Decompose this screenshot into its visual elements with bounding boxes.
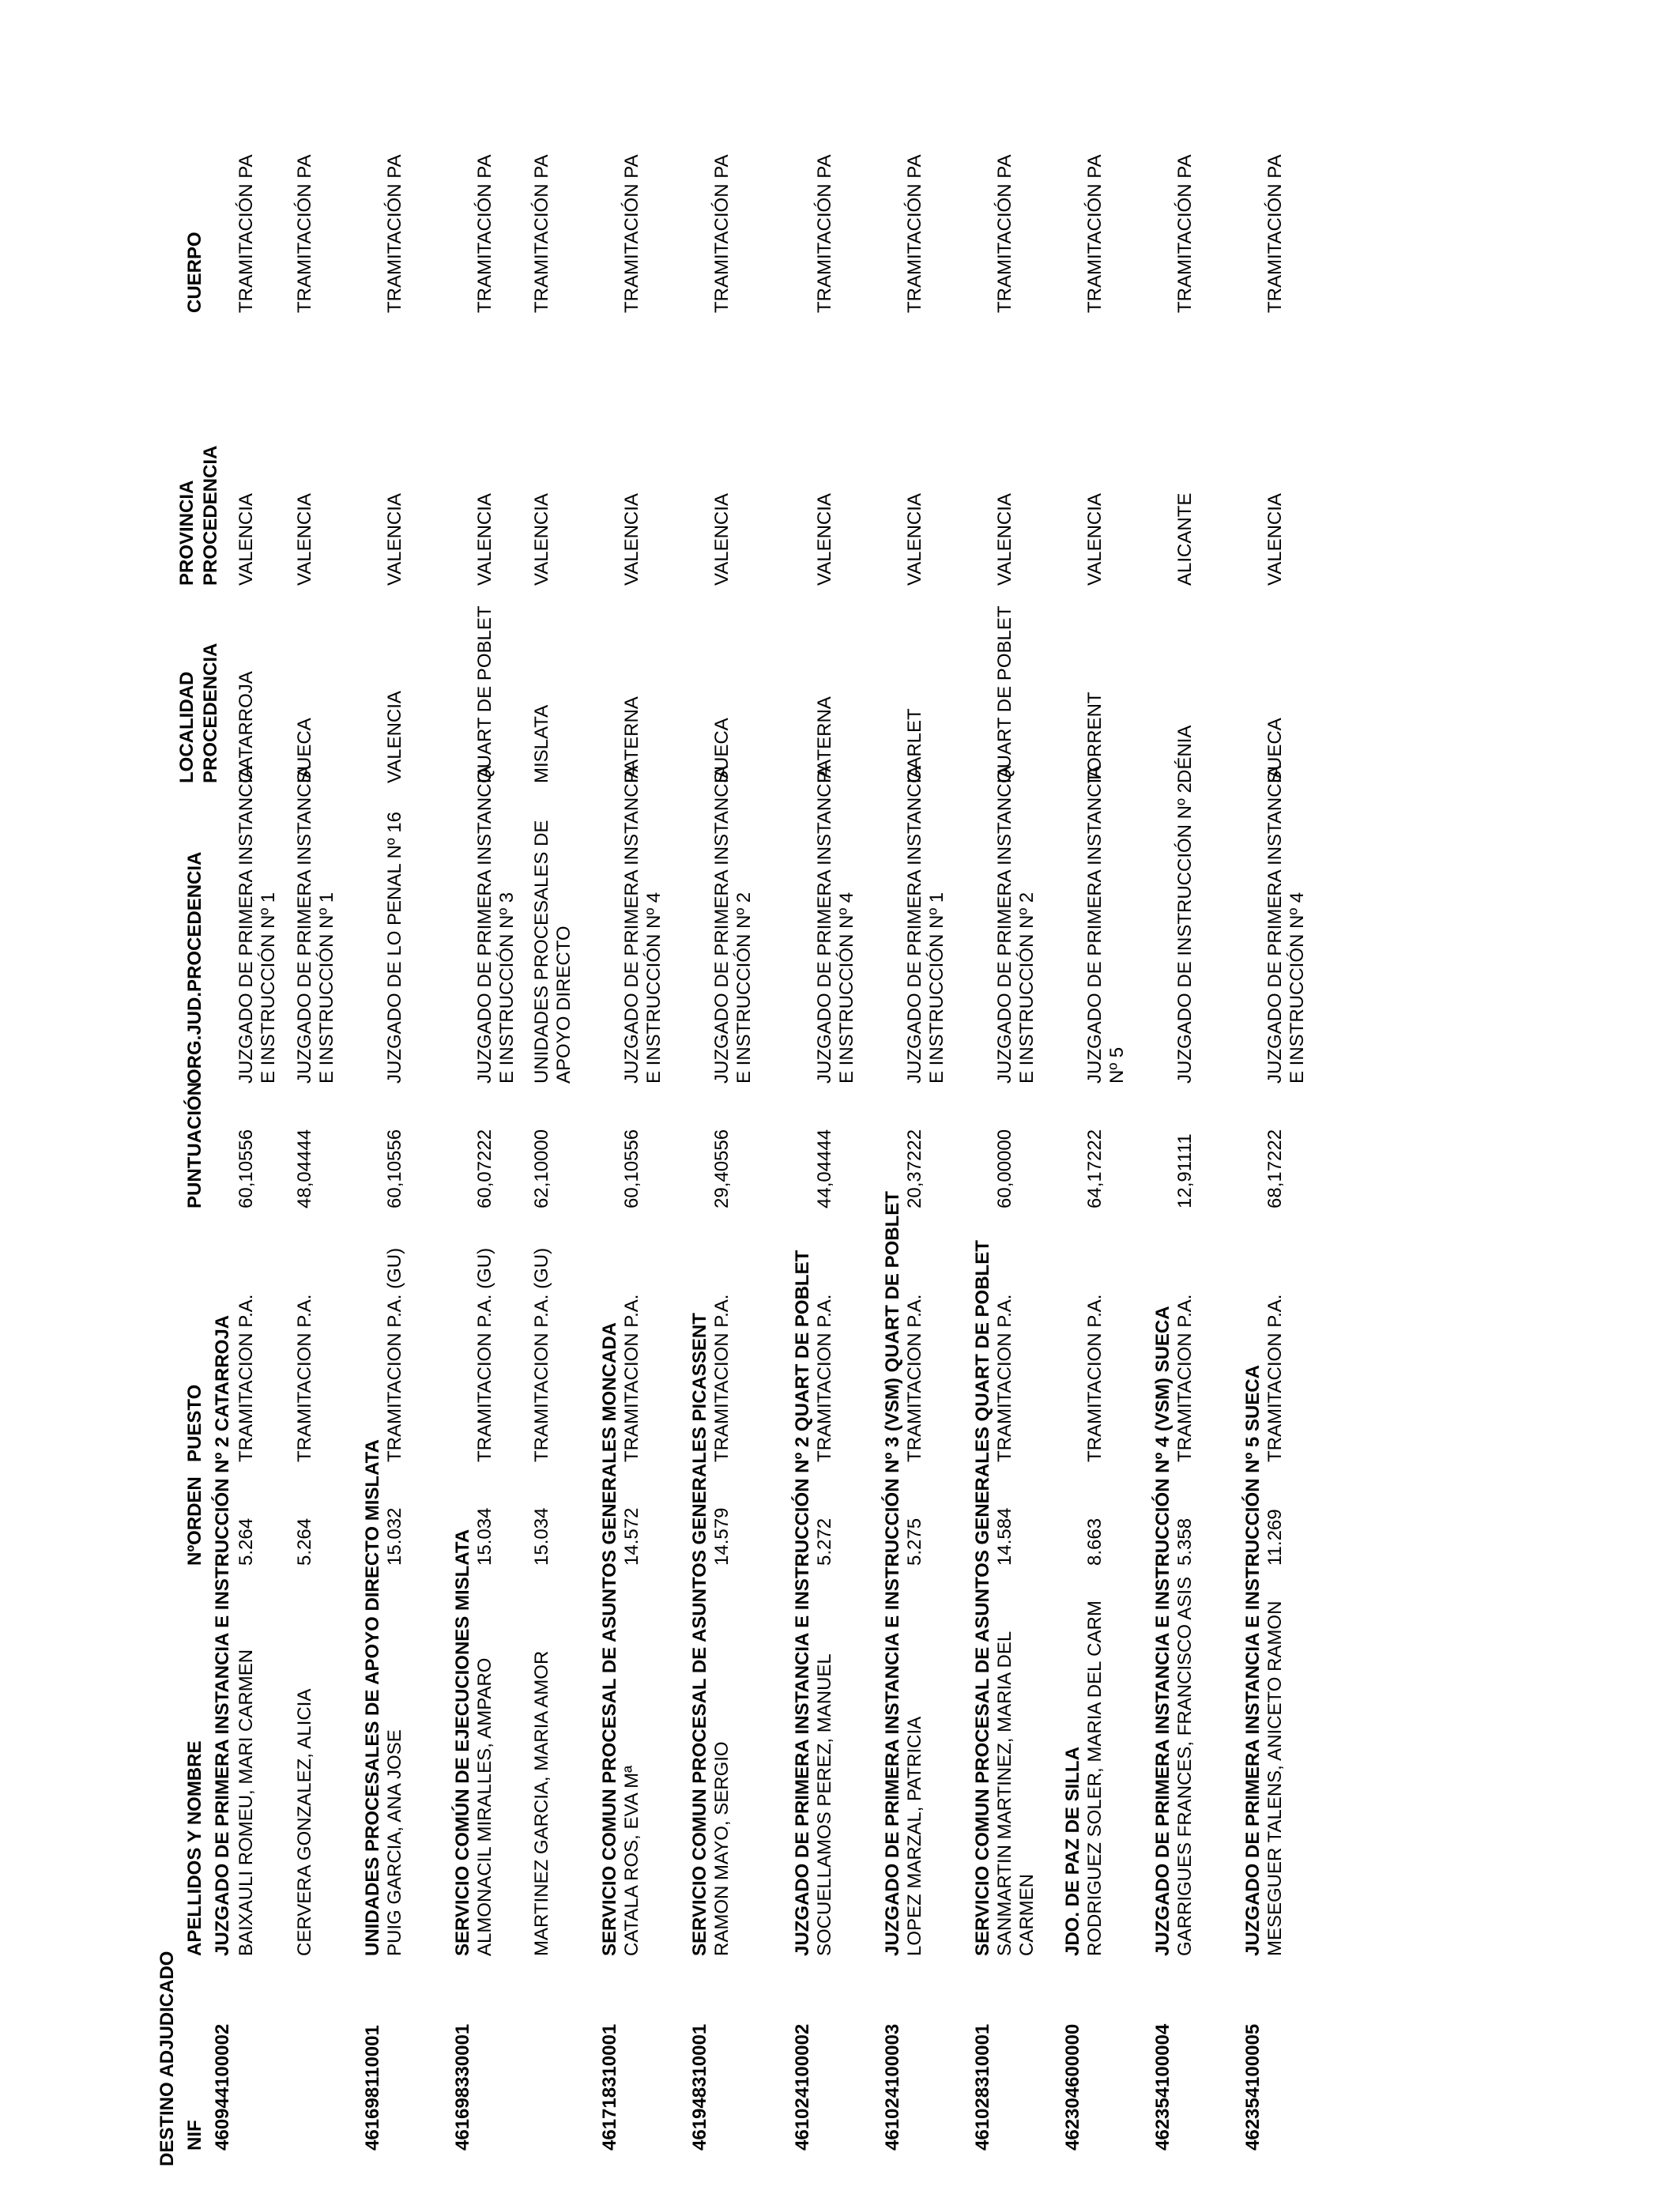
- row-org: JUZGADO DE PRIMERA INSTANCIA E INSTRUCCIÓN Nº 1: [904, 767, 947, 1084]
- row-org: JUZGADO DE INSTRUCCIÓN Nº 2: [1174, 782, 1196, 1084]
- row-norden: 5.272: [814, 1517, 835, 1566]
- header-org: ORG.JUD.PROCEDENCIA: [184, 851, 205, 1084]
- row-org: UNIDADES PROCESALES DE APOYO DIRECTO: [531, 820, 574, 1084]
- header-provincia: PROVINCIA PROCEDENCIA: [176, 445, 221, 586]
- header-norden: NºORDEN: [184, 1476, 205, 1566]
- group-nif: 462354100005: [1242, 2023, 1264, 2151]
- row-org: JUZGADO DE PRIMERA INSTANCIA E INSTRUCCIÓN Nº 2: [994, 767, 1038, 1084]
- row-localidad: QUART DE POBLET: [474, 605, 495, 783]
- row-cuerpo: TRAMITACIÓN PA: [384, 154, 405, 313]
- row-provincia: VALENCIA: [621, 493, 642, 586]
- group-header: [1242, 1365, 1264, 2151]
- row-localidad: PATERNA: [814, 696, 835, 783]
- group-header: [362, 1439, 384, 2151]
- row-localidad: DÉNIA: [1174, 725, 1196, 783]
- row-provincia: VALENCIA: [711, 493, 733, 586]
- row-provincia: VALENCIA: [1264, 493, 1286, 586]
- group-header: [1152, 1306, 1174, 2151]
- row-name: ALMONACIL MIRALLES, AMPARO: [474, 1657, 495, 1956]
- group-destino: SERVICIO COMUN PROCESAL DE ASUNTOS GENERALES QUART DE POBLET: [972, 1240, 993, 1956]
- row-cuerpo: TRAMITACIÓN PA: [711, 154, 733, 313]
- row-puntuacion: 60,10556: [384, 1129, 405, 1208]
- header-puesto: PUESTO: [184, 1384, 205, 1462]
- row-puesto: TRAMITACION P.A.: [294, 1294, 315, 1462]
- row-provincia: VALENCIA: [294, 493, 315, 586]
- row-org: JUZGADO DE PRIMERA INSTANCIA E INSTRUCCIÓN Nº 1: [294, 767, 337, 1084]
- header-cuerpo: CUERPO: [184, 232, 205, 313]
- row-provincia: VALENCIA: [531, 493, 552, 586]
- group-nif: 461024100002: [792, 2023, 813, 2151]
- row-localidad: QUART DE POBLET: [994, 605, 1015, 783]
- row-name: MESEGUER TALENS, ANICETO RAMON: [1264, 1600, 1286, 1956]
- row-org: JUZGADO DE PRIMERA INSTANCIA E INSTRUCCIÓN Nº 2: [711, 767, 755, 1084]
- row-cuerpo: TRAMITACIÓN PA: [994, 154, 1015, 313]
- row-puntuacion: 29,40556: [711, 1129, 733, 1208]
- header-nif: NIF: [184, 2120, 205, 2151]
- row-norden: 14.579: [711, 1507, 733, 1566]
- row-org: JUZGADO DE PRIMERA INSTANCIA E INSTRUCCIÓN Nº 3: [474, 767, 518, 1084]
- group-destino: SERVICIO COMUN PROCESAL DE ASUNTOS GENERALES MONCADA: [599, 1322, 620, 1956]
- group-destino: JUZGADO DE PRIMERA INSTANCIA E INSTRUCCIÓN Nº 4 (VSM) SUECA: [1152, 1306, 1173, 1956]
- row-name: SOCUELLAMOS PEREZ, MANUEL: [814, 1653, 835, 1956]
- group-destino: JUZGADO DE PRIMERA INSTANCIA E INSTRUCCIÓN Nº 5 SUECA: [1242, 1365, 1264, 1956]
- row-norden: 5.358: [1174, 1517, 1196, 1566]
- group-header: [212, 1315, 234, 2151]
- row-puntuacion: 44,04444: [814, 1129, 835, 1208]
- row-name: GARRIGUES FRANCES, FRANCISCO ASIS: [1174, 1576, 1196, 1956]
- group-destino: SERVICIO COMUN PROCESAL DE ASUNTOS GENERALES PICASSENT: [689, 1313, 710, 1956]
- row-puntuacion: 60,10556: [621, 1129, 642, 1208]
- group-destino: JUZGADO DE PRIMERA INSTANCIA E INSTRUCCIÓN Nº 2 QUART DE POBLET: [792, 1250, 813, 1956]
- row-norden: 11.269: [1264, 1509, 1286, 1566]
- row-puesto: TRAMITACION P.A.: [235, 1294, 257, 1462]
- group-nif: 462354100004: [1152, 2023, 1173, 2151]
- row-cuerpo: TRAMITACIÓN PA: [294, 154, 315, 313]
- row-name: BAIXAULI ROMEU, MARI CARMEN: [235, 1649, 257, 1956]
- header-name: APELLIDOS Y NOMBRE: [184, 1740, 205, 1956]
- row-puesto: TRAMITACION P.A. (GU): [384, 1247, 405, 1462]
- row-cuerpo: TRAMITACIÓN PA: [621, 154, 642, 313]
- row-puesto: TRAMITACION P.A.: [904, 1294, 925, 1462]
- row-cuerpo: TRAMITACIÓN PA: [904, 154, 925, 313]
- row-norden: 15.032: [384, 1507, 405, 1566]
- row-localidad: VALENCIA: [384, 691, 405, 783]
- group-header: [972, 1240, 994, 2151]
- group-nif: 461028310001: [972, 2023, 993, 2151]
- row-provincia: VALENCIA: [814, 493, 835, 586]
- group-nif: 461024100003: [882, 2023, 903, 2151]
- row-norden: 14.584: [994, 1507, 1015, 1566]
- row-norden: 14.572: [621, 1507, 642, 1566]
- row-provincia: VALENCIA: [384, 493, 405, 586]
- row-cuerpo: TRAMITACIÓN PA: [1084, 154, 1106, 313]
- row-puntuacion: 48,04444: [294, 1129, 315, 1208]
- row-org: JUZGADO DE PRIMERA INSTANCIA E INSTRUCCIÓN Nº 4: [1264, 767, 1308, 1084]
- row-provincia: VALENCIA: [904, 493, 925, 586]
- group-destino: JUZGADO DE PRIMERA INSTANCIA E INSTRUCCIÓN Nº 3 (VSM) QUART DE POBLET: [882, 1191, 903, 1956]
- group-destino: JDO. DE PAZ DE SILLA: [1062, 1747, 1083, 1956]
- group-header: [689, 1313, 711, 2151]
- row-norden: 5.264: [235, 1517, 257, 1566]
- row-puntuacion: 20,37222: [904, 1129, 925, 1208]
- group-destino: JUZGADO DE PRIMERA INSTANCIA E INSTRUCCIÓN Nº 2 CATARROJA: [212, 1314, 233, 1956]
- row-localidad: CARLET: [904, 708, 925, 783]
- row-localidad: SUECA: [1264, 718, 1286, 783]
- row-provincia: VALENCIA: [1084, 493, 1106, 586]
- row-localidad: SUECA: [711, 718, 733, 783]
- group-destino: SERVICIO COMÚN DE EJECUCIONES MISLATA: [452, 1529, 473, 1956]
- row-cuerpo: TRAMITACIÓN PA: [1264, 154, 1286, 313]
- row-puntuacion: 60,10556: [235, 1129, 257, 1208]
- row-cuerpo: TRAMITACIÓN PA: [531, 154, 552, 313]
- row-cuerpo: TRAMITACIÓN PA: [235, 154, 257, 313]
- group-header: [882, 1191, 904, 2151]
- row-puntuacion: 60,07222: [474, 1129, 495, 1208]
- row-provincia: VALENCIA: [474, 493, 495, 586]
- row-provincia: ALICANTE: [1174, 492, 1196, 586]
- row-norden: 5.264: [294, 1517, 315, 1566]
- row-norden: 5.275: [904, 1517, 925, 1566]
- row-norden: 8.663: [1084, 1517, 1106, 1566]
- group-destino: UNIDADES PROCESALES DE APOYO DIRECTO MISLATA: [362, 1439, 383, 1956]
- document-title: DESTINO ADJUDICADO: [156, 1951, 178, 2166]
- row-name: LOPEZ MARZAL, PATRICIA: [904, 1716, 925, 1956]
- group-header: [1062, 1747, 1084, 2151]
- group-nif: 462304600000: [1062, 2023, 1083, 2151]
- row-puesto: TRAMITACION P.A.: [621, 1294, 642, 1462]
- row-name: MARTINEZ GARCIA, MARIA AMOR: [531, 1650, 552, 1956]
- row-cuerpo: TRAMITACIÓN PA: [474, 154, 495, 313]
- row-puntuacion: 62,10000: [531, 1129, 552, 1208]
- row-localidad: TORRENT: [1084, 692, 1106, 783]
- header-puntuacion: PUNTUACIÓN: [184, 1082, 205, 1208]
- group-header: [792, 1250, 814, 2151]
- row-name: CATALA ROS, EVA Mª: [621, 1766, 642, 1956]
- row-puesto: TRAMITACION P.A.: [1174, 1294, 1196, 1462]
- row-puesto: TRAMITACION P.A.: [711, 1294, 733, 1462]
- row-puesto: TRAMITACION P.A.: [1084, 1294, 1106, 1462]
- row-puesto: TRAMITACION P.A. (GU): [531, 1247, 552, 1462]
- row-cuerpo: TRAMITACIÓN PA: [814, 154, 835, 313]
- row-puntuacion: 64,17222: [1084, 1129, 1106, 1208]
- row-cuerpo: TRAMITACIÓN PA: [1174, 154, 1196, 313]
- group-header: [599, 1322, 621, 2151]
- row-org: JUZGADO DE PRIMERA INSTANCIA E INSTRUCCIÓN Nº 1: [235, 767, 279, 1084]
- header-localidad: LOCALIDAD PROCEDENCIA: [176, 643, 221, 783]
- group-header: [452, 1529, 474, 2151]
- row-name: RAMON MAYO, SERGIO: [711, 1741, 733, 1956]
- row-localidad: PATERNA: [621, 696, 642, 783]
- row-puntuacion: 60,00000: [994, 1129, 1015, 1208]
- row-provincia: VALENCIA: [235, 493, 257, 586]
- row-puntuacion: 12,91111: [1174, 1133, 1196, 1208]
- row-name: CERVERA GONZALEZ, ALICIA: [294, 1688, 315, 1956]
- row-norden: 15.034: [474, 1507, 495, 1566]
- group-nif: 461718310001: [599, 2023, 620, 2151]
- row-org: JUZGADO DE PRIMERA INSTANCIA E INSTRUCCIÓN Nº 4: [814, 767, 857, 1084]
- group-nif: 461948310001: [689, 2023, 710, 2151]
- row-name: PUIG GARCIA, ANA JOSE: [384, 1729, 405, 1956]
- group-nif: 460944100002: [212, 2023, 233, 2151]
- group-nif: 461698110001: [362, 2025, 383, 2151]
- row-localidad: CATARROJA: [235, 671, 257, 783]
- row-puesto: TRAMITACION P.A.: [1264, 1294, 1286, 1462]
- row-puesto: TRAMITACION P.A. (GU): [474, 1247, 495, 1462]
- row-puesto: TRAMITACION P.A.: [814, 1294, 835, 1462]
- row-puesto: TRAMITACION P.A.: [994, 1294, 1015, 1462]
- row-provincia: VALENCIA: [994, 493, 1015, 586]
- row-org: JUZGADO DE PRIMERA INSTANCIA E INSTRUCCIÓN Nº 4: [621, 767, 665, 1084]
- row-norden: 15.034: [531, 1507, 552, 1566]
- row-org: JUZGADO DE LO PENAL Nº 16: [384, 812, 405, 1084]
- group-nif: 461698330001: [452, 2023, 473, 2151]
- row-name: RODRIGUEZ SOLER, MARIA DEL CARM: [1084, 1600, 1106, 1956]
- row-name: SANMARTIN MARTINEZ, MARIA DEL CARMEN: [994, 1631, 1038, 1956]
- row-localidad: SUECA: [294, 718, 315, 783]
- row-org: JUZGADO DE PRIMERA INSTANCIA Nº 5: [1084, 767, 1128, 1084]
- row-localidad: MISLATA: [531, 704, 552, 783]
- row-puntuacion: 68,17222: [1264, 1129, 1286, 1208]
